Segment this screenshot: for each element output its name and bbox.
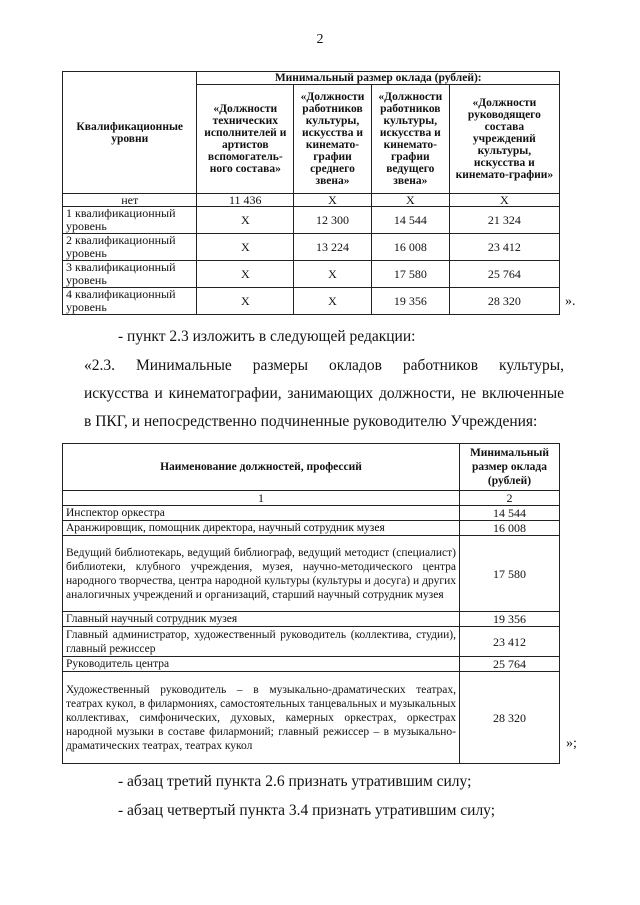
positions-header: Наименование должностей, профессий [63, 444, 460, 491]
salary-value: 17 580 [460, 536, 560, 612]
value-cell: 17 580 [371, 261, 449, 288]
value-cell: 25 764 [449, 261, 559, 288]
table-row [63, 234, 560, 261]
value-cell: Х [294, 261, 372, 288]
paragraph: - пункт 2.3 изложить в следующей редакции: [118, 328, 416, 345]
value-cell: Х [449, 194, 559, 207]
table-row [63, 207, 560, 234]
position-name: Главный научный сотрудник музея [63, 612, 460, 627]
table-row [63, 657, 560, 672]
column-number: 1 [63, 491, 460, 506]
salary-value: 28 320 [460, 672, 560, 764]
min-salary-group-header: Минимальный размер оклада (рублей): [197, 72, 560, 85]
level-cell: 3 квалификационный уровень [63, 261, 197, 288]
table-row [63, 521, 560, 536]
table-row [63, 612, 560, 627]
value-cell: Х [197, 261, 294, 288]
value-cell: 13 224 [294, 234, 372, 261]
value-cell: 23 412 [449, 234, 559, 261]
table-row [63, 672, 560, 764]
level-cell: 2 квалификационный уровень [63, 234, 197, 261]
value-cell: 14 544 [371, 207, 449, 234]
table-row [63, 261, 560, 288]
salary-value: 25 764 [460, 657, 560, 672]
closing-quote: »; [566, 736, 577, 751]
value-cell: Х [294, 288, 372, 315]
value-cell: 21 324 [449, 207, 559, 234]
value-cell: Х [294, 194, 372, 207]
level-cell: нет [63, 194, 197, 207]
level-cell: 4 квалификационный уровень [63, 288, 197, 315]
value-cell: 28 320 [449, 288, 559, 315]
min-salary-header: Минимальный размер оклада (рублей) [460, 444, 560, 491]
value-cell: 12 300 [294, 207, 372, 234]
column-header: «Должности технических исполнителей и артистов вспомогатель-ного состава» [197, 85, 294, 194]
value-cell: Х [197, 207, 294, 234]
paragraph: «2.3. Минимальные размеры окладов работников культуры, [84, 357, 564, 374]
level-cell: 1 квалификационный уровень [63, 207, 197, 234]
page-number: 2 [316, 32, 324, 47]
table-row [63, 288, 560, 315]
value-cell: Х [197, 234, 294, 261]
position-name: Художественный руководитель – в музыкально-драматических театрах, театрах кукол, в филармониях, самостоятельных танцевальных и музыкальных коллективах, симфонических, духовых, камерных оркестрах, оркестрах народной музыки в составе филармоний; главный режиссер – в музыкально-драматических театрах, театрах кукол [63, 672, 460, 764]
column-header: «Должности работников культуры, искусства и кинемато-графии среднего звена» [294, 85, 372, 194]
table-row [63, 627, 560, 657]
table-row [63, 194, 560, 207]
table-row [63, 506, 560, 521]
position-name: Инспектор оркестра [63, 506, 460, 521]
position-name: Ведущий библиотекарь, ведущий библиограф, ведущий методист (специалист) библиотеки, клубного учреждения, музея, научно-методического центра народного творчества, центра народной культуры (культуры и досуга) и других аналогичных учреждений и организаций, старший научный сотрудник музея [63, 536, 460, 612]
position-name: Главный администратор, художественный руководитель (коллектива, студии), главный режиссер [63, 627, 460, 657]
column-header: «Должности работников культуры, искусства и кинемато-графии ведущего звена» [371, 85, 449, 194]
value-cell: Х [197, 288, 294, 315]
closing-quote: ». [565, 294, 576, 309]
value-cell: 11 436 [197, 194, 294, 207]
column-number: 2 [460, 491, 560, 506]
paragraph: - абзац третий пункта 2.6 признать утратившим силу; [118, 773, 472, 790]
salary-levels-table [62, 71, 560, 315]
column-header: «Должности руководящего состава учреждений культуры, искусства и кинемато-графии» [449, 85, 559, 194]
position-name: Руководитель центра [63, 657, 460, 672]
paragraph: искусства и кинематографии, занимающих должности, не включенные [84, 385, 564, 402]
value-cell: Х [371, 194, 449, 207]
salary-value: 23 412 [460, 627, 560, 657]
position-name: Аранжировщик, помощник директора, научный сотрудник музея [63, 521, 460, 536]
qualification-levels-header: Квалификационные уровни [63, 72, 197, 194]
value-cell: 16 008 [371, 234, 449, 261]
positions-salary-table [62, 443, 560, 764]
value-cell: 19 356 [371, 288, 449, 315]
salary-value: 14 544 [460, 506, 560, 521]
paragraph: - абзац четвертый пункта 3.4 признать утратившим силу; [118, 802, 496, 819]
paragraph: в ПКГ, и непосредственно подчиненные руководителю Учреждения: [84, 413, 538, 430]
salary-value: 16 008 [460, 521, 560, 536]
salary-value: 19 356 [460, 612, 560, 627]
table-row [63, 536, 560, 612]
